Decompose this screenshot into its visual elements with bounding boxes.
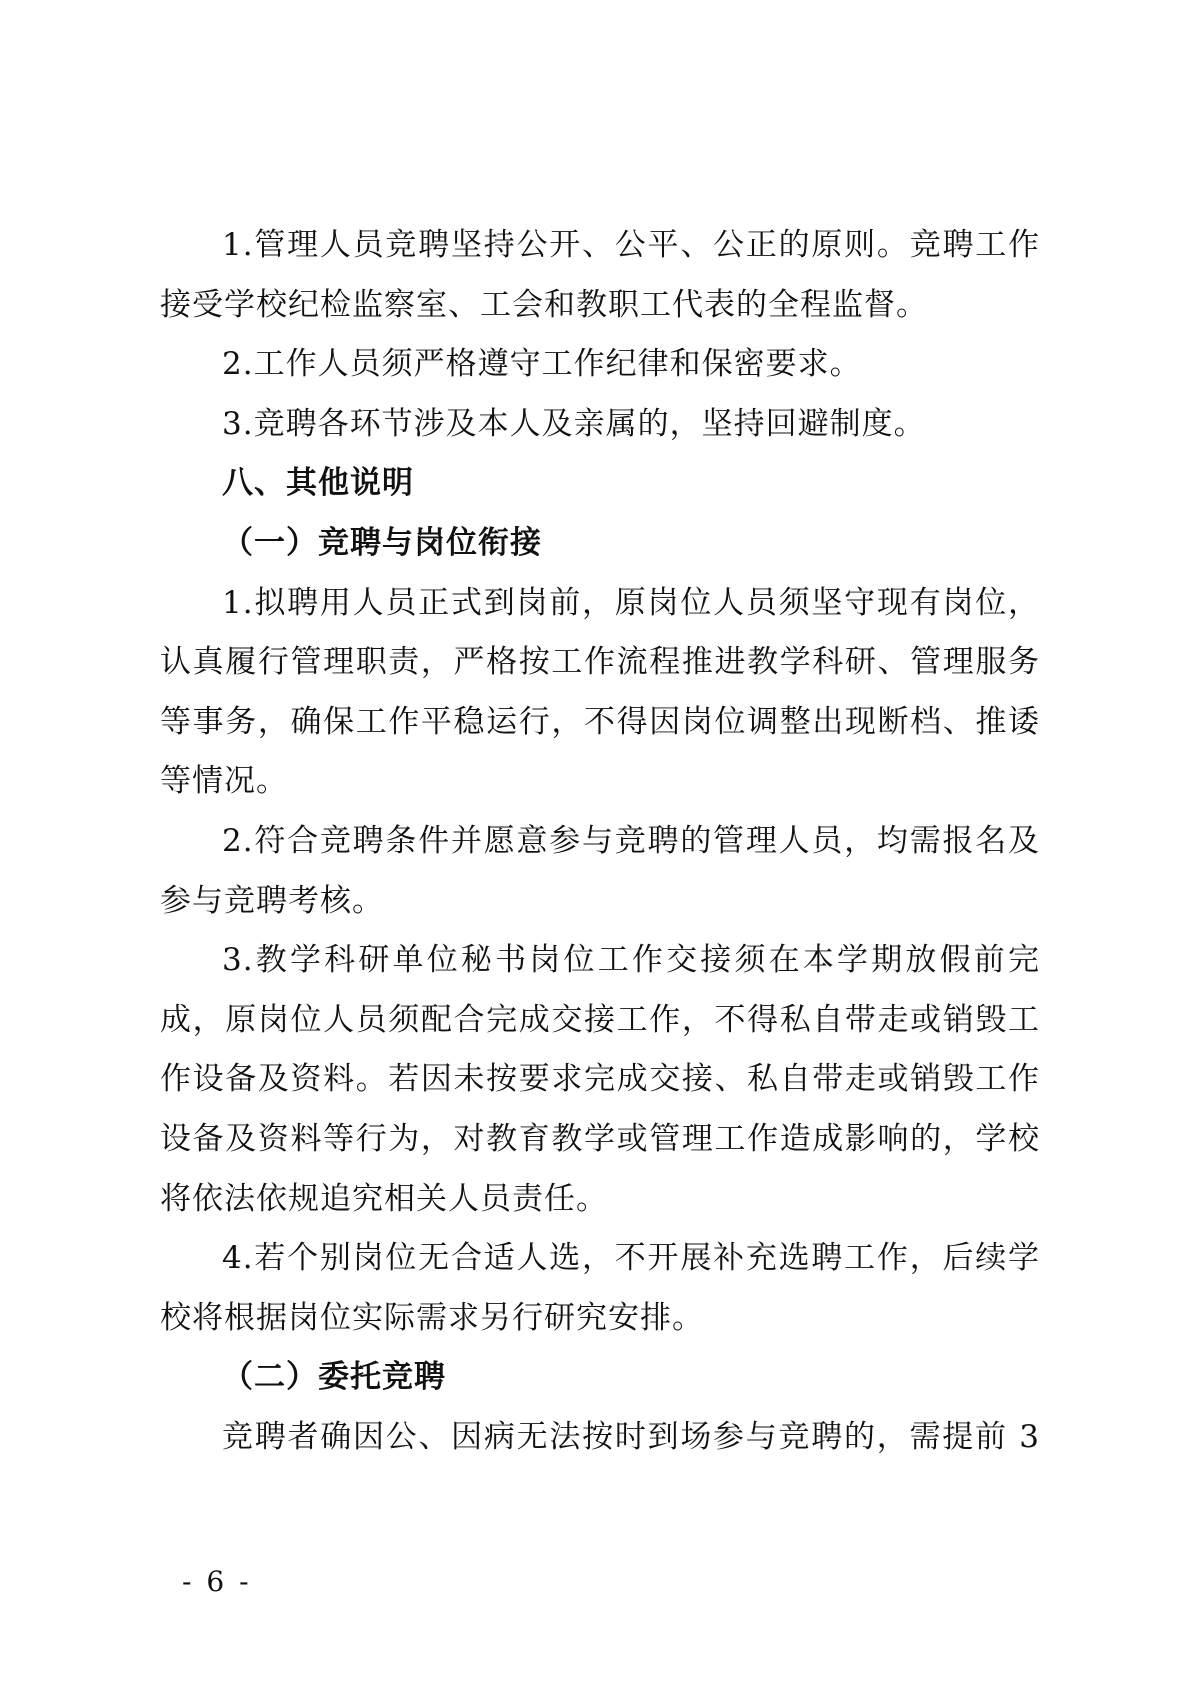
paragraph-line: 2.工作人员须严格遵守工作纪律和保密要求。 xyxy=(222,346,862,383)
paragraph-transition-duties xyxy=(160,574,1040,812)
paragraph-registration xyxy=(160,812,1040,931)
paragraph-line: 等事务，确保工作平稳运行，不得因岗位调整出现断档、推诿 xyxy=(160,703,1040,740)
paragraph-supervision-principle xyxy=(160,216,1040,335)
paragraph-line: 竞聘者确因公、因病无法按时到场参与竞聘的，需提前 3 xyxy=(222,1418,1040,1455)
paragraph-line: 校将根据岗位实际需求另行研究安排。 xyxy=(160,1299,704,1336)
paragraph-vacant-positions xyxy=(160,1229,1040,1348)
paragraph-line: 设备及资料等行为，对教育教学或管理工作造成影响的，学校 xyxy=(160,1120,1040,1157)
paragraph-line: 等情况。 xyxy=(160,763,288,800)
paragraph-line: 成，原岗位人员须配合完成交接工作，不得私自带走或销毁工 xyxy=(160,1001,1040,1038)
subsection-heading-proxy: （二）委托竞聘 xyxy=(222,1359,446,1396)
paragraph-line: 2.符合竞聘条件并愿意参与竞聘的管理人员，均需报名及 xyxy=(222,822,1040,859)
paragraph-work-discipline xyxy=(160,335,1040,395)
paragraph-line: 1.管理人员竞聘坚持公开、公平、公正的原则。竞聘工作 xyxy=(222,227,1040,263)
paragraph-line: 4.若个别岗位无合适人选，不开展补充选聘工作，后续学 xyxy=(222,1240,1040,1277)
paragraph-line: 接受学校纪检监察室、工会和教职工代表的全程监督。 xyxy=(160,286,928,323)
document-body xyxy=(160,216,1040,1467)
paragraph-recusal xyxy=(160,395,1040,455)
section-heading-other-notes: 八、其他说明 xyxy=(222,465,414,502)
paragraph-line: 认真履行管理职责，严格按工作流程推进教学科研、管理服务 xyxy=(160,644,1040,681)
paragraph-line: 1.拟聘用人员正式到岗前，原岗位人员须坚守现有岗位， xyxy=(222,584,1040,621)
paragraph-line: 参与竞聘考核。 xyxy=(160,882,384,919)
paragraph-proxy-competition xyxy=(160,1408,1040,1468)
paragraph-line: 将依法依规追究相关人员责任。 xyxy=(160,1180,608,1217)
subsection-heading-transition: （一）竞聘与岗位衔接 xyxy=(222,524,542,561)
paragraph-line: 3.教学科研单位秘书岗位工作交接须在本学期放假前完 xyxy=(222,942,1040,979)
paragraph-line: 作设备及资料。若因未按要求完成交接、私自带走或销毁工作 xyxy=(160,1061,1040,1098)
page-number: - 6 - xyxy=(182,1565,252,1598)
paragraph-handover xyxy=(160,931,1040,1229)
paragraph-line: 3.竞聘各环节涉及本人及亲属的，坚持回避制度。 xyxy=(222,405,926,442)
